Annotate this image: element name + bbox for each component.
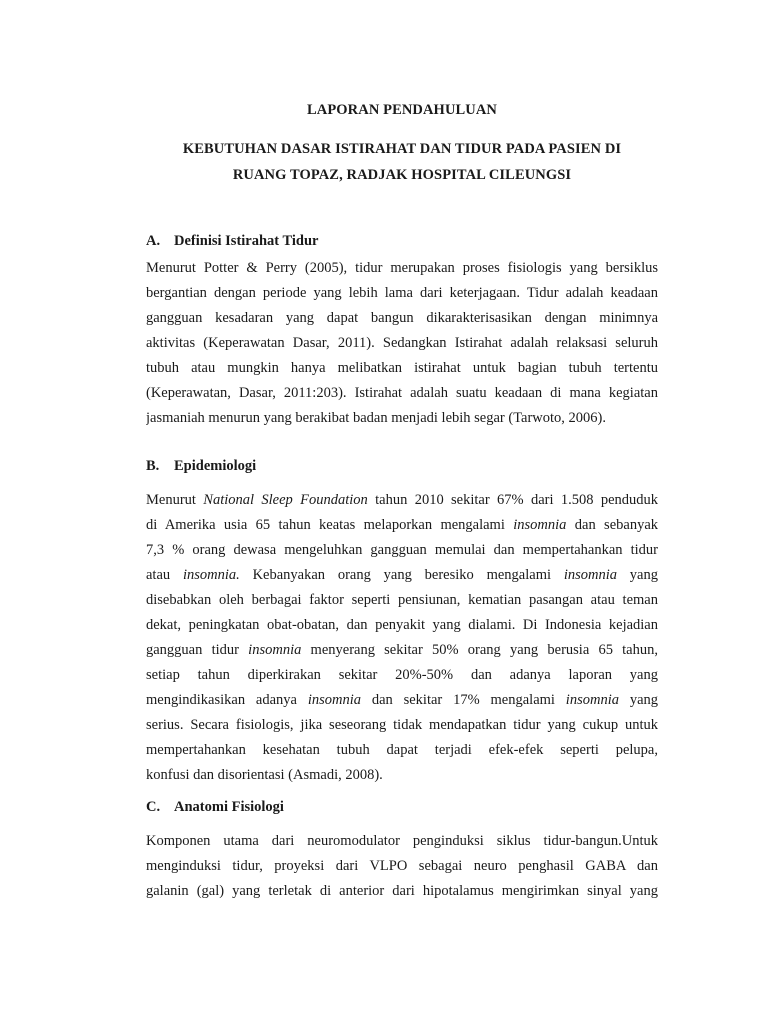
section-b-paragraph — [146, 488, 658, 788]
section-c-title: Anatomi Fisiologi — [174, 799, 284, 815]
paragraph-line: mempertahankan kesehatan tubuh dapat terjadi efek-efek seperti pelupa, — [146, 742, 658, 758]
paragraph-line: gangguan tidur insomnia menyerang sekitar 50% orang yang berusia 65 tahun, — [146, 642, 658, 658]
italic-term: insomnia — [565, 692, 619, 708]
paragraph-line: setiap tahun diperkirakan sekitar 20%-50% dan adanya laporan yang — [146, 667, 658, 683]
section-a-letter: A. — [146, 233, 161, 249]
paragraph-line: gangguan kesadaran yang dapat bangun dikarakterisasikan dengan minimnya — [146, 310, 658, 326]
paragraph-line: atau insomnia. Kebanyakan orang yang beresiko mengalami insomnia yang — [146, 567, 658, 583]
paragraph-line: mengindikasikan adanya insomnia dan sekitar 17% mengalami insomnia yang — [146, 692, 658, 708]
section-b-letter: B. — [146, 458, 160, 474]
section-c-letter: C. — [146, 799, 161, 815]
italic-term: insomnia — [307, 692, 361, 708]
section-c-paragraph — [146, 829, 658, 904]
section-a-title: Definisi Istirahat Tidur — [174, 233, 319, 249]
italic-term: insomnia — [563, 567, 617, 583]
paragraph-line: dekat, peningkatan obat-obatan, dan penyakit yang dialami. Di Indonesia kejadian — [146, 617, 658, 633]
paragraph-line: (Keperawatan, Dasar, 2011:203). Istirahat adalah suatu keadaan di mana kegiatan — [146, 385, 658, 401]
paragraph-line: bergantian dengan periode yang lebih lama dari keterjagaan. Tidur adalah keadaan — [146, 285, 658, 301]
paragraph-line: menginduksi tidur, proyeksi dari VLPO sebagai neuro penghasil GABA dan — [146, 858, 658, 874]
document-subtitle-line-1: KEBUTUHAN DASAR ISTIRAHAT DAN TIDUR PADA PASIEN DI — [182, 141, 622, 157]
section-a-paragraph — [146, 256, 658, 431]
document-subtitle-line-2: RUANG TOPAZ, RADJAK HOSPITAL CILEUNGSI — [232, 167, 572, 183]
paragraph-line: aktivitas (Keperawatan Dasar, 2011). Sedangkan Istirahat adalah relaksasi seluruh — [146, 335, 658, 351]
section-a-heading — [146, 233, 319, 250]
paragraph-line: konfusi dan disorientasi (Asmadi, 2008). — [146, 767, 383, 783]
italic-term: National Sleep Foundation — [203, 492, 368, 508]
section-b-heading — [146, 458, 256, 475]
section-c-heading — [146, 799, 284, 816]
italic-term: insomnia — [513, 517, 567, 533]
paragraph-line: di Amerika usia 65 tahun keatas melaporkan mengalami insomnia dan sebanyak — [146, 517, 658, 533]
paragraph-line: galanin (gal) yang terletak di anterior dari hipotalamus mengirimkan sinyal yang — [146, 883, 658, 899]
paragraph-line: Menurut National Sleep Foundation tahun 2010 sekitar 67% dari 1.508 penduduk — [146, 492, 658, 508]
paragraph-line: serius. Secara fisiologis, jika seseorang tidak mendapatkan tidur yang cukup untuk — [146, 717, 658, 733]
paragraph-line: Menurut Potter & Perry (2005), tidur merupakan proses fisiologis yang bersiklus — [146, 260, 658, 276]
paragraph-line: tubuh atau mungkin hanya melibatkan istirahat untuk bagian tubuh tertentu — [146, 360, 658, 376]
section-b-title: Epidemiologi — [174, 458, 257, 474]
document-subtitle — [146, 136, 658, 188]
italic-term: insomnia. — [182, 567, 240, 583]
paragraph-line: Komponen utama dari neuromodulator penginduksi siklus tidur-bangun.Untuk — [146, 833, 658, 849]
document-title: LAPORAN PENDAHULUAN — [307, 102, 497, 118]
paragraph-line: 7,3 % orang dewasa mengeluhkan gangguan memulai dan mempertahankan tidur — [146, 542, 658, 558]
paragraph-line: disebabkan oleh berbagai faktor seperti pensiunan, kematian pasangan atau teman — [146, 592, 658, 608]
italic-term: insomnia — [248, 642, 302, 658]
paragraph-line: jasmaniah menurun yang berakibat badan menjadi lebih segar (Tarwoto, 2006). — [146, 410, 607, 426]
